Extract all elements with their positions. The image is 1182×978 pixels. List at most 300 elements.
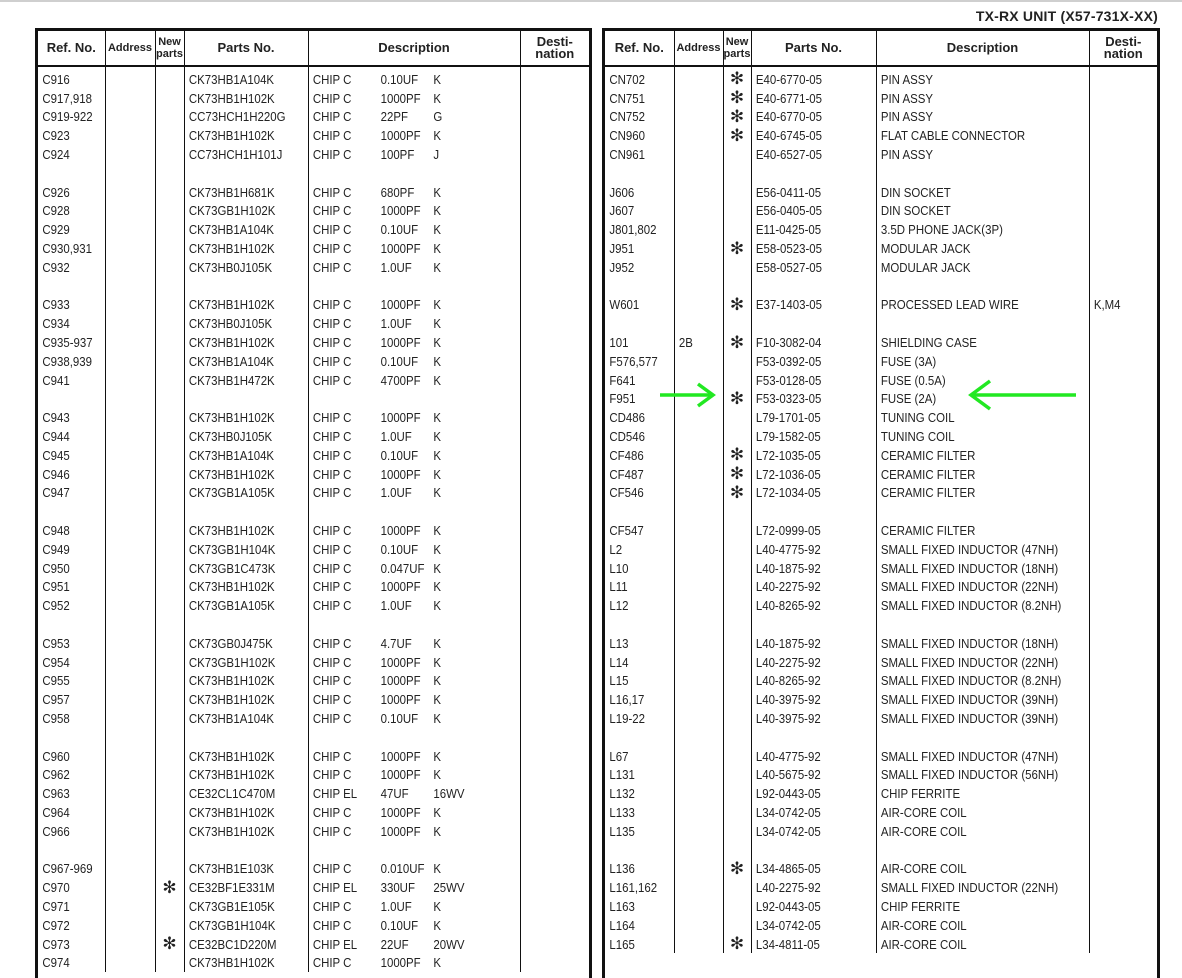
description-value: 0.10UF bbox=[380, 710, 419, 726]
destination-cell bbox=[520, 202, 581, 221]
ref-no-cell: C954 bbox=[38, 653, 97, 672]
new-parts-cell bbox=[723, 784, 751, 803]
description-tolerance: 25WV bbox=[433, 880, 465, 896]
address-cell bbox=[674, 653, 717, 672]
ref-no-cell: C941 bbox=[38, 371, 97, 390]
description-value: 0.10UF bbox=[380, 447, 419, 463]
address-cell bbox=[674, 765, 717, 784]
description-type: CHIP C bbox=[312, 222, 352, 238]
ref-no-cell: C971 bbox=[38, 897, 97, 916]
table-row bbox=[605, 747, 1157, 766]
description-cell bbox=[308, 164, 495, 183]
description-type: CHIP EL bbox=[312, 880, 358, 896]
new-parts-cell bbox=[723, 709, 751, 728]
address-cell bbox=[105, 878, 149, 897]
table-row bbox=[605, 502, 1157, 521]
new-parts-cell bbox=[155, 202, 184, 221]
ref-no-cell: L13 bbox=[605, 634, 666, 653]
parts-no-cell: CK73HB1A104K bbox=[184, 446, 293, 465]
address-cell bbox=[674, 859, 717, 878]
new-parts-cell bbox=[723, 653, 751, 672]
destination-cell bbox=[1089, 333, 1149, 352]
ref-no-cell: L131 bbox=[605, 765, 666, 784]
ref-no-cell: C955 bbox=[38, 672, 97, 691]
ref-no-cell: L10 bbox=[605, 559, 666, 578]
address-cell bbox=[105, 465, 149, 484]
table-row bbox=[605, 202, 1157, 221]
destination-cell bbox=[1089, 596, 1149, 615]
description-type: CHIP C bbox=[312, 203, 352, 219]
description-tolerance: K bbox=[433, 335, 442, 351]
table-row bbox=[38, 145, 589, 164]
destination-cell bbox=[520, 878, 581, 897]
new-parts-cell bbox=[723, 559, 751, 578]
parts-no-cell: L34-4865-05 bbox=[751, 859, 861, 878]
new-parts-cell bbox=[155, 352, 184, 371]
ref-no-cell: C923 bbox=[38, 126, 97, 145]
new-parts-cell bbox=[155, 126, 184, 145]
parts-no-cell: E40-6770-05 bbox=[751, 108, 861, 127]
table-row bbox=[38, 540, 589, 559]
new-parts-cell bbox=[155, 484, 184, 503]
parts-no-cell bbox=[184, 502, 293, 521]
description-cell bbox=[308, 841, 495, 860]
description-cell bbox=[876, 728, 1063, 747]
table-row bbox=[605, 690, 1157, 709]
description-cell: CHIP FERRITE bbox=[876, 784, 1063, 803]
new-parts-cell bbox=[155, 559, 184, 578]
parts-no-cell: L40-2275-92 bbox=[751, 653, 861, 672]
new-parts-cell: ✻ bbox=[723, 239, 751, 258]
new-parts-cell bbox=[155, 296, 184, 315]
description-cell bbox=[876, 164, 1063, 183]
parts-no-cell: CK73HB1E103K bbox=[184, 859, 293, 878]
destination-cell bbox=[1089, 427, 1149, 446]
address-cell bbox=[674, 126, 717, 145]
ref-no-cell: C944 bbox=[38, 427, 97, 446]
address-cell bbox=[105, 66, 149, 89]
description-type: CHIP C bbox=[312, 259, 352, 275]
address-cell: 2B bbox=[674, 333, 717, 352]
description-cell: PIN ASSY bbox=[876, 66, 1063, 89]
parts-no-cell: CK73HB0J105K bbox=[184, 427, 293, 446]
parts-no-cell bbox=[751, 314, 861, 333]
new-parts-cell bbox=[723, 145, 751, 164]
new-parts-cell bbox=[155, 408, 184, 427]
parts-no-cell: CK73HB1H102K bbox=[184, 822, 293, 841]
parts-no-cell: L40-3975-92 bbox=[751, 690, 861, 709]
address-cell bbox=[105, 333, 149, 352]
destination-cell bbox=[1089, 747, 1149, 766]
description-tolerance: K bbox=[433, 184, 442, 200]
description-type: CHIP C bbox=[312, 485, 352, 501]
description-tolerance: K bbox=[433, 898, 442, 914]
new-parts-cell bbox=[723, 634, 751, 653]
description-tolerance: K bbox=[433, 579, 442, 595]
right-header-row bbox=[605, 31, 1157, 66]
ref-no-cell: L15 bbox=[605, 672, 666, 691]
description-cell bbox=[308, 371, 495, 390]
description-cell bbox=[308, 765, 495, 784]
description-cell: FUSE (2A) bbox=[876, 390, 1063, 409]
ref-no-cell: C929 bbox=[38, 220, 97, 239]
description-type: CHIP C bbox=[312, 241, 352, 257]
table-row bbox=[605, 183, 1157, 202]
destination-cell bbox=[520, 690, 581, 709]
parts-no-cell: CK73GB1H102K bbox=[184, 202, 293, 221]
table-row bbox=[605, 164, 1157, 183]
ref-no-cell: L132 bbox=[605, 784, 666, 803]
ref-no-cell: CF547 bbox=[605, 521, 666, 540]
description-type: CHIP C bbox=[312, 635, 352, 651]
parts-no-cell: L72-1035-05 bbox=[751, 446, 861, 465]
ref-no-cell bbox=[605, 728, 666, 747]
destination-cell bbox=[1089, 690, 1149, 709]
description-header: Description bbox=[308, 31, 520, 66]
unit-title: TX-RX UNIT (X57-731X-XX) bbox=[975, 8, 1158, 24]
parts-no-cell: F10-3082-04 bbox=[751, 333, 861, 352]
address-cell bbox=[105, 653, 149, 672]
table-row bbox=[38, 371, 589, 390]
new-parts-cell bbox=[155, 916, 184, 935]
destination-cell bbox=[520, 747, 581, 766]
description-value: 1000PF bbox=[380, 823, 421, 839]
table-row bbox=[38, 615, 589, 634]
new-parts-cell bbox=[723, 521, 751, 540]
description-value: 1.0UF bbox=[380, 429, 412, 445]
ref-no-cell bbox=[605, 164, 666, 183]
parts-no-cell bbox=[751, 277, 861, 296]
address-cell bbox=[105, 615, 149, 634]
description-value: 0.047UF bbox=[380, 560, 425, 576]
parts-no-cell: E37-1403-05 bbox=[751, 296, 861, 315]
parts-no-header: Parts No. bbox=[751, 31, 876, 66]
destination-cell bbox=[520, 164, 581, 183]
address-cell bbox=[105, 859, 149, 878]
destination-cell bbox=[520, 427, 581, 446]
new-parts-header: New parts bbox=[155, 31, 184, 66]
new-parts-cell: ✻ bbox=[723, 66, 751, 89]
description-value: 0.10UF bbox=[380, 71, 419, 87]
address-cell bbox=[674, 897, 717, 916]
destination-cell bbox=[1089, 653, 1149, 672]
table-row bbox=[38, 408, 589, 427]
new-parts-cell bbox=[155, 371, 184, 390]
description-cell bbox=[308, 314, 495, 333]
ref-no-cell: C970 bbox=[38, 878, 97, 897]
address-cell bbox=[674, 540, 717, 559]
ref-no-cell: J952 bbox=[605, 258, 666, 277]
destination-cell bbox=[1089, 728, 1149, 747]
ref-no-cell bbox=[38, 615, 97, 634]
new-parts-cell bbox=[723, 164, 751, 183]
new-parts-cell bbox=[723, 202, 751, 221]
table-row bbox=[38, 897, 589, 916]
new-parts-cell bbox=[155, 897, 184, 916]
description-cell: SMALL FIXED INDUCTOR (22NH) bbox=[876, 578, 1063, 597]
table-row bbox=[605, 765, 1157, 784]
new-parts-cell bbox=[155, 258, 184, 277]
parts-no-cell: CK73GB1H104K bbox=[184, 540, 293, 559]
destination-cell bbox=[1089, 352, 1149, 371]
description-tolerance: K bbox=[433, 128, 442, 144]
description-tolerance: K bbox=[433, 203, 442, 219]
parts-no-cell: L72-1036-05 bbox=[751, 465, 861, 484]
table-row bbox=[605, 672, 1157, 691]
new-parts-cell: ✻ bbox=[723, 333, 751, 352]
table-row bbox=[38, 484, 589, 503]
address-cell bbox=[105, 371, 149, 390]
address-cell bbox=[105, 446, 149, 465]
ref-no-cell bbox=[38, 841, 97, 860]
new-parts-cell: ✻ bbox=[723, 296, 751, 315]
description-cell: CERAMIC FILTER bbox=[876, 465, 1063, 484]
description-value: 1000PF bbox=[380, 128, 421, 144]
description-cell bbox=[308, 653, 495, 672]
destination-cell bbox=[1089, 277, 1149, 296]
address-cell bbox=[674, 672, 717, 691]
destination-cell bbox=[1089, 502, 1149, 521]
ref-no-cell: L165 bbox=[605, 935, 666, 954]
description-cell bbox=[308, 502, 495, 521]
description-cell: AIR-CORE COIL bbox=[876, 935, 1063, 954]
description-value: 1.0UF bbox=[380, 898, 412, 914]
destination-cell bbox=[520, 484, 581, 503]
table-row bbox=[605, 709, 1157, 728]
parts-no-cell: CK73HB1H472K bbox=[184, 371, 293, 390]
parts-no-cell: CK73HB1H102K bbox=[184, 803, 293, 822]
description-value: 1000PF bbox=[380, 523, 421, 539]
ref-no-cell: C924 bbox=[38, 145, 97, 164]
address-cell bbox=[674, 596, 717, 615]
table-row bbox=[38, 841, 589, 860]
description-value: 1000PF bbox=[380, 692, 421, 708]
parts-no-cell bbox=[184, 841, 293, 860]
destination-cell bbox=[1089, 578, 1149, 597]
description-value: 22UF bbox=[380, 936, 409, 952]
address-cell bbox=[105, 897, 149, 916]
destination-cell bbox=[520, 953, 581, 972]
new-parts-cell bbox=[155, 803, 184, 822]
parts-no-cell: CK73HB1H681K bbox=[184, 183, 293, 202]
parts-no-cell: E40-6770-05 bbox=[751, 66, 861, 89]
description-cell: AIR-CORE COIL bbox=[876, 859, 1063, 878]
description-type: CHIP C bbox=[312, 692, 352, 708]
new-parts-cell bbox=[723, 615, 751, 634]
destination-cell bbox=[520, 615, 581, 634]
new-parts-cell: ✻ bbox=[723, 859, 751, 878]
parts-no-cell: CK73HB1H102K bbox=[184, 239, 293, 258]
description-cell: PROCESSED LEAD WIRE bbox=[876, 296, 1063, 315]
table-row bbox=[38, 164, 589, 183]
address-cell bbox=[105, 277, 149, 296]
parts-no-cell: L92-0443-05 bbox=[751, 897, 861, 916]
description-cell bbox=[308, 803, 495, 822]
right-parts-table-panel bbox=[602, 28, 1160, 978]
table-row bbox=[38, 390, 589, 409]
ref-no-cell: C953 bbox=[38, 634, 97, 653]
parts-no-cell: CK73HB1H102K bbox=[184, 578, 293, 597]
parts-no-cell: CK73GB0J475K bbox=[184, 634, 293, 653]
description-tolerance: K bbox=[433, 523, 442, 539]
table-row bbox=[605, 465, 1157, 484]
description-cell bbox=[308, 145, 495, 164]
new-parts-cell bbox=[723, 841, 751, 860]
parts-no-cell: L40-1875-92 bbox=[751, 634, 861, 653]
address-cell bbox=[105, 352, 149, 371]
description-value: 1000PF bbox=[380, 410, 421, 426]
description-value: 1000PF bbox=[380, 466, 421, 482]
new-parts-cell bbox=[155, 822, 184, 841]
parts-no-cell: L40-4775-92 bbox=[751, 540, 861, 559]
description-cell bbox=[308, 220, 495, 239]
description-value: 1000PF bbox=[380, 203, 421, 219]
parts-no-cell: CK73HB1A104K bbox=[184, 352, 293, 371]
destination-cell bbox=[1089, 314, 1149, 333]
ref-no-cell: C962 bbox=[38, 765, 97, 784]
description-cell bbox=[308, 672, 495, 691]
new-parts-cell bbox=[155, 728, 184, 747]
description-cell bbox=[308, 239, 495, 258]
destination-cell bbox=[1089, 859, 1149, 878]
description-cell: SMALL FIXED INDUCTOR (56NH) bbox=[876, 765, 1063, 784]
destination-cell bbox=[1089, 145, 1149, 164]
parts-no-cell: L40-2275-92 bbox=[751, 878, 861, 897]
description-cell: SMALL FIXED INDUCTOR (8.2NH) bbox=[876, 596, 1063, 615]
parts-no-cell bbox=[751, 615, 861, 634]
description-cell bbox=[308, 596, 495, 615]
right-parts-table bbox=[605, 31, 1157, 953]
description-value: 1000PF bbox=[380, 241, 421, 257]
address-cell bbox=[674, 277, 717, 296]
description-cell: CERAMIC FILTER bbox=[876, 521, 1063, 540]
parts-no-cell: E58-0523-05 bbox=[751, 239, 861, 258]
parts-no-cell bbox=[751, 841, 861, 860]
description-tolerance: K bbox=[433, 90, 442, 106]
ref-no-cell: L67 bbox=[605, 747, 666, 766]
description-cell bbox=[308, 559, 495, 578]
parts-no-cell: CK73HB1H102K bbox=[184, 953, 293, 972]
description-type: CHIP C bbox=[312, 654, 352, 670]
parts-no-cell: L79-1582-05 bbox=[751, 427, 861, 446]
table-row bbox=[605, 916, 1157, 935]
ref-no-cell: C958 bbox=[38, 709, 97, 728]
right-pointing-arrow-icon bbox=[658, 382, 718, 408]
description-tolerance: K bbox=[433, 541, 442, 557]
table-row bbox=[605, 897, 1157, 916]
destination-cell bbox=[1089, 878, 1149, 897]
description-type: CHIP C bbox=[312, 523, 352, 539]
ref-no-cell: L164 bbox=[605, 916, 666, 935]
ref-no-cell: C926 bbox=[38, 183, 97, 202]
ref-no-cell: C974 bbox=[38, 953, 97, 972]
address-cell bbox=[105, 296, 149, 315]
new-parts-cell bbox=[155, 108, 184, 127]
description-value: 1.0UF bbox=[380, 485, 412, 501]
address-cell bbox=[674, 164, 717, 183]
description-tolerance: K bbox=[433, 297, 442, 313]
destination-cell bbox=[520, 333, 581, 352]
ref-no-cell: C949 bbox=[38, 540, 97, 559]
table-row bbox=[38, 916, 589, 935]
table-row bbox=[38, 859, 589, 878]
ref-no-cell: L12 bbox=[605, 596, 666, 615]
parts-no-header: Parts No. bbox=[184, 31, 308, 66]
new-parts-cell bbox=[723, 258, 751, 277]
table-row bbox=[605, 521, 1157, 540]
ref-no-cell: L135 bbox=[605, 822, 666, 841]
parts-no-cell bbox=[184, 728, 293, 747]
table-row bbox=[38, 953, 589, 972]
destination-header: Desti- nation bbox=[1089, 31, 1157, 66]
new-parts-cell bbox=[723, 803, 751, 822]
new-parts-cell: ✻ bbox=[155, 935, 184, 954]
destination-cell bbox=[520, 559, 581, 578]
parts-no-cell: CK73GB1A105K bbox=[184, 484, 293, 503]
address-cell bbox=[105, 145, 149, 164]
description-type: CHIP C bbox=[312, 560, 352, 576]
address-cell bbox=[105, 803, 149, 822]
destination-cell bbox=[520, 540, 581, 559]
parts-no-cell: CK73HB1H102K bbox=[184, 333, 293, 352]
description-value: 680PF bbox=[380, 184, 415, 200]
address-cell bbox=[105, 126, 149, 145]
ref-no-cell: W601 bbox=[605, 296, 666, 315]
description-cell: TUNING COIL bbox=[876, 427, 1063, 446]
ref-no-cell: C946 bbox=[38, 465, 97, 484]
description-cell bbox=[308, 296, 495, 315]
description-cell bbox=[308, 935, 495, 954]
description-cell: 3.5D PHONE JACK(3P) bbox=[876, 220, 1063, 239]
description-cell: SMALL FIXED INDUCTOR (18NH) bbox=[876, 559, 1063, 578]
ref-no-cell bbox=[605, 615, 666, 634]
parts-no-cell: CK73HB1H102K bbox=[184, 408, 293, 427]
parts-no-cell: L40-8265-92 bbox=[751, 596, 861, 615]
ref-no-cell: C917,918 bbox=[38, 89, 97, 108]
description-cell: FLAT CABLE CONNECTOR bbox=[876, 126, 1063, 145]
description-value: 1000PF bbox=[380, 654, 421, 670]
destination-cell bbox=[520, 578, 581, 597]
description-tolerance: K bbox=[433, 447, 442, 463]
description-tolerance: 16WV bbox=[433, 786, 465, 802]
destination-cell bbox=[520, 916, 581, 935]
ref-no-cell: L2 bbox=[605, 540, 666, 559]
destination-cell bbox=[520, 596, 581, 615]
destination-cell bbox=[520, 89, 581, 108]
destination-cell bbox=[520, 935, 581, 954]
description-value: 4.7UF bbox=[380, 635, 412, 651]
ref-no-cell: CN961 bbox=[605, 145, 666, 164]
description-cell bbox=[308, 540, 495, 559]
description-tolerance: K bbox=[433, 560, 442, 576]
table-row bbox=[38, 126, 589, 145]
description-header: Description bbox=[876, 31, 1089, 66]
ref-no-cell bbox=[38, 390, 97, 409]
destination-cell bbox=[520, 371, 581, 390]
table-row bbox=[38, 446, 589, 465]
destination-cell bbox=[520, 765, 581, 784]
address-cell bbox=[674, 202, 717, 221]
new-parts-cell bbox=[723, 765, 751, 784]
address-cell bbox=[105, 841, 149, 860]
address-cell bbox=[105, 202, 149, 221]
destination-cell bbox=[1089, 765, 1149, 784]
ref-no-cell: L161,162 bbox=[605, 878, 666, 897]
new-parts-cell bbox=[155, 634, 184, 653]
parts-no-cell: L72-1034-05 bbox=[751, 484, 861, 503]
address-cell bbox=[674, 784, 717, 803]
table-row bbox=[38, 803, 589, 822]
